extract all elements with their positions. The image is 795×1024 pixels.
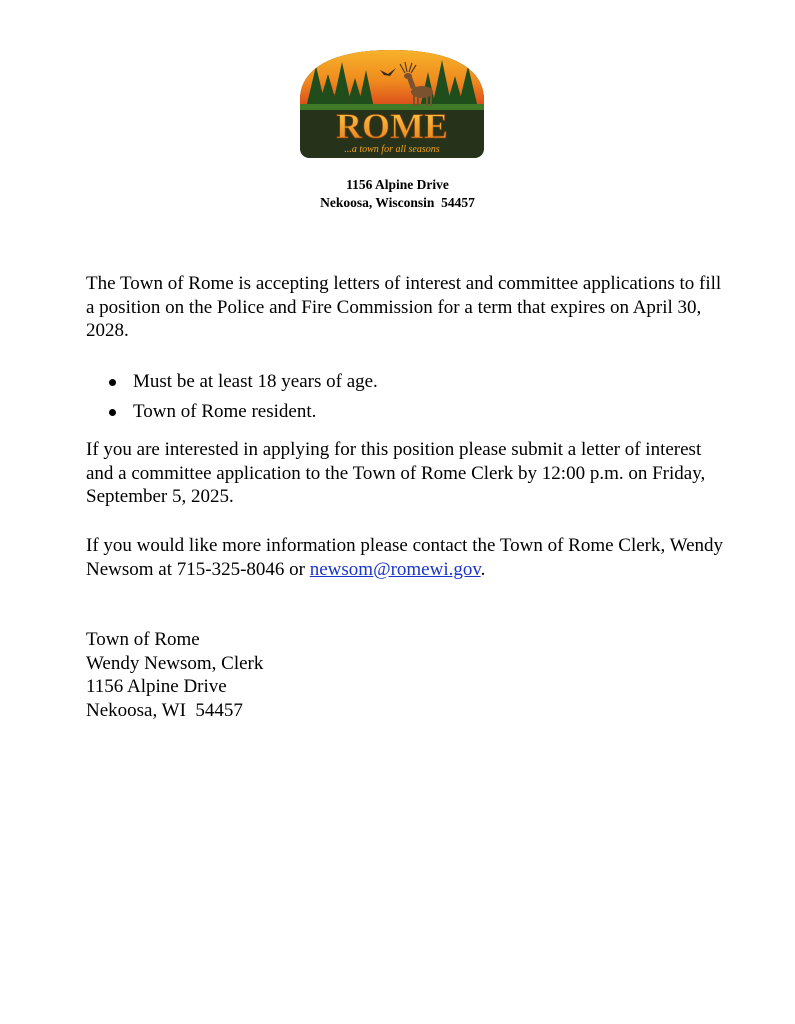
instructions-paragraph: If you are interested in applying for this position please submit a letter of interest and a committee application to the Town of Rome Clerk by 12:00 p.m. on Friday, September 5, 2025. (86, 439, 706, 507)
contact-paragraph (86, 534, 726, 581)
signature-line-3: 1156 Alpine Drive (86, 676, 227, 697)
logo-tagline: ...a town for all seasons (344, 144, 440, 155)
requirement-text: Must be at least 18 years of age. (133, 371, 378, 392)
logo-town-of: Town of (312, 88, 354, 103)
signature-line-2: Wendy Newsom, Clerk (86, 652, 264, 674)
contact-text: If you would like more information please contact the Town of Rome Clerk, Wendy Newsom at 715-325-8046 or (86, 535, 724, 580)
town-logo (292, 48, 492, 160)
contact-suffix: . (480, 558, 486, 580)
requirement-text: Town of Rome resident. (133, 400, 317, 422)
intro-paragraph: The Town of Rome is accepting letters of interest and committee applications to fill a position on the Police and Fire Commission for a term that expires on April 30, 2028. (86, 273, 722, 341)
signature-block (86, 628, 263, 722)
signature-line-4: Nekoosa, WI 54457 (86, 699, 243, 721)
bullet-icon (109, 379, 116, 386)
email-link[interactable]: newsom@romewi.gov (309, 558, 481, 580)
list-item (109, 400, 709, 424)
list-item (109, 370, 709, 394)
signature-line-1: Town of Rome (86, 629, 200, 650)
header-address (0, 176, 795, 212)
address-line-2: Nekoosa, Wisconsin 54457 (320, 195, 475, 210)
requirements-list (109, 370, 709, 429)
town-logo-graphic (292, 48, 492, 160)
address-line-1: 1156 Alpine Drive (346, 177, 449, 192)
logo-rome: ROME (336, 106, 448, 146)
bullet-icon (109, 409, 116, 416)
